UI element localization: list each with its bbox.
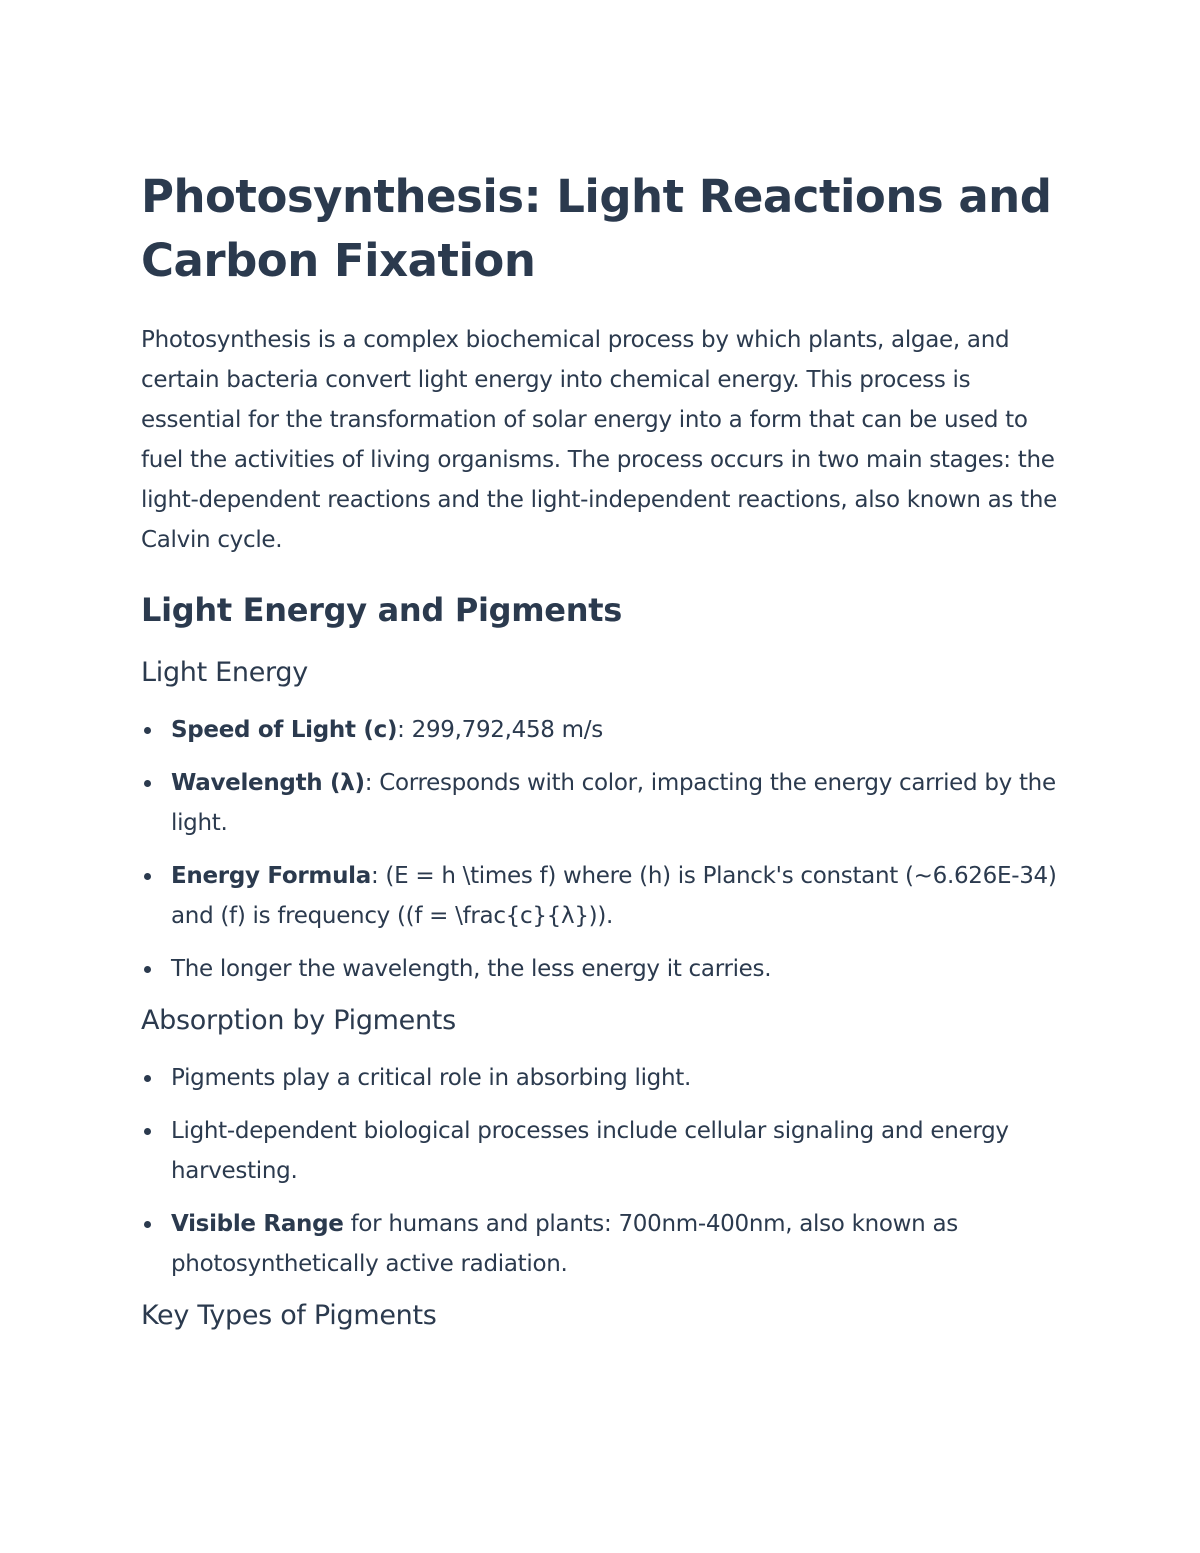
list-item [141, 763, 1060, 843]
bullet-icon [144, 1075, 151, 1082]
list-item-bold: Speed of Light (c) [171, 717, 398, 743]
bullet-icon [144, 966, 151, 973]
list-item-text: : 299,792,458 m/s [397, 717, 603, 743]
list-item [141, 949, 1060, 989]
list-item [141, 1204, 1060, 1284]
subsection-heading-key-types-of-pigments: Key Types of Pigments [141, 1300, 437, 1331]
bullet-icon [144, 1128, 151, 1135]
list-item [141, 1058, 1060, 1098]
list-item-text: : Corresponds with color, impacting the energy carried by the light. [171, 770, 1056, 836]
list-item-bold: Energy Formula [171, 863, 371, 889]
subsection-heading-absorption-by-pigments: Absorption by Pigments [141, 1005, 456, 1036]
section-heading-light-energy-and-pigments: Light Energy and Pigments [141, 591, 622, 629]
bullet-icon [144, 1221, 151, 1228]
list-item-bold: Wavelength (λ) [171, 770, 365, 796]
list-item-text: Light-dependent biological processes include cellular signaling and energy harvesting. [171, 1118, 1009, 1184]
list-item [141, 856, 1060, 936]
subsection-heading-light-energy: Light Energy [141, 657, 308, 688]
intro-paragraph: Photosynthesis is a complex biochemical process by which plants, algae, and certain bacteria convert light energy into chemical energy. This process is essential for the transformation of solar energy into a form that can be used to fuel the activities of living organisms. The process occurs in two main stages: the light-dependent reactions and the light-independent reactions, also known as the Calvin cycle. [141, 327, 1057, 553]
list-item-text: Pigments play a critical role in absorbing light. [171, 1065, 691, 1091]
list-item-text: The longer the wavelength, the less energy it carries. [171, 956, 772, 982]
list-item [141, 1111, 1060, 1191]
bullet-icon [144, 873, 151, 880]
list-item-text: for humans and plants: 700nm-400nm, also known as photosynthetically active radiation. [171, 1211, 958, 1277]
absorption-list [141, 1058, 1060, 1284]
document-title: Photosynthesis: Light Reactions and Carbon Fixation [141, 170, 1052, 287]
bullet-icon [144, 780, 151, 787]
list-item-text: : (E = h \times f) where (h) is Planck's constant (~6.626E-34) and (f) is frequency ((f = \frac{c}{λ})). [171, 863, 1057, 929]
list-item-bold: Visible Range [171, 1211, 344, 1237]
bullet-icon [144, 727, 151, 734]
light-energy-list [141, 710, 1060, 989]
list-item [141, 710, 1060, 750]
